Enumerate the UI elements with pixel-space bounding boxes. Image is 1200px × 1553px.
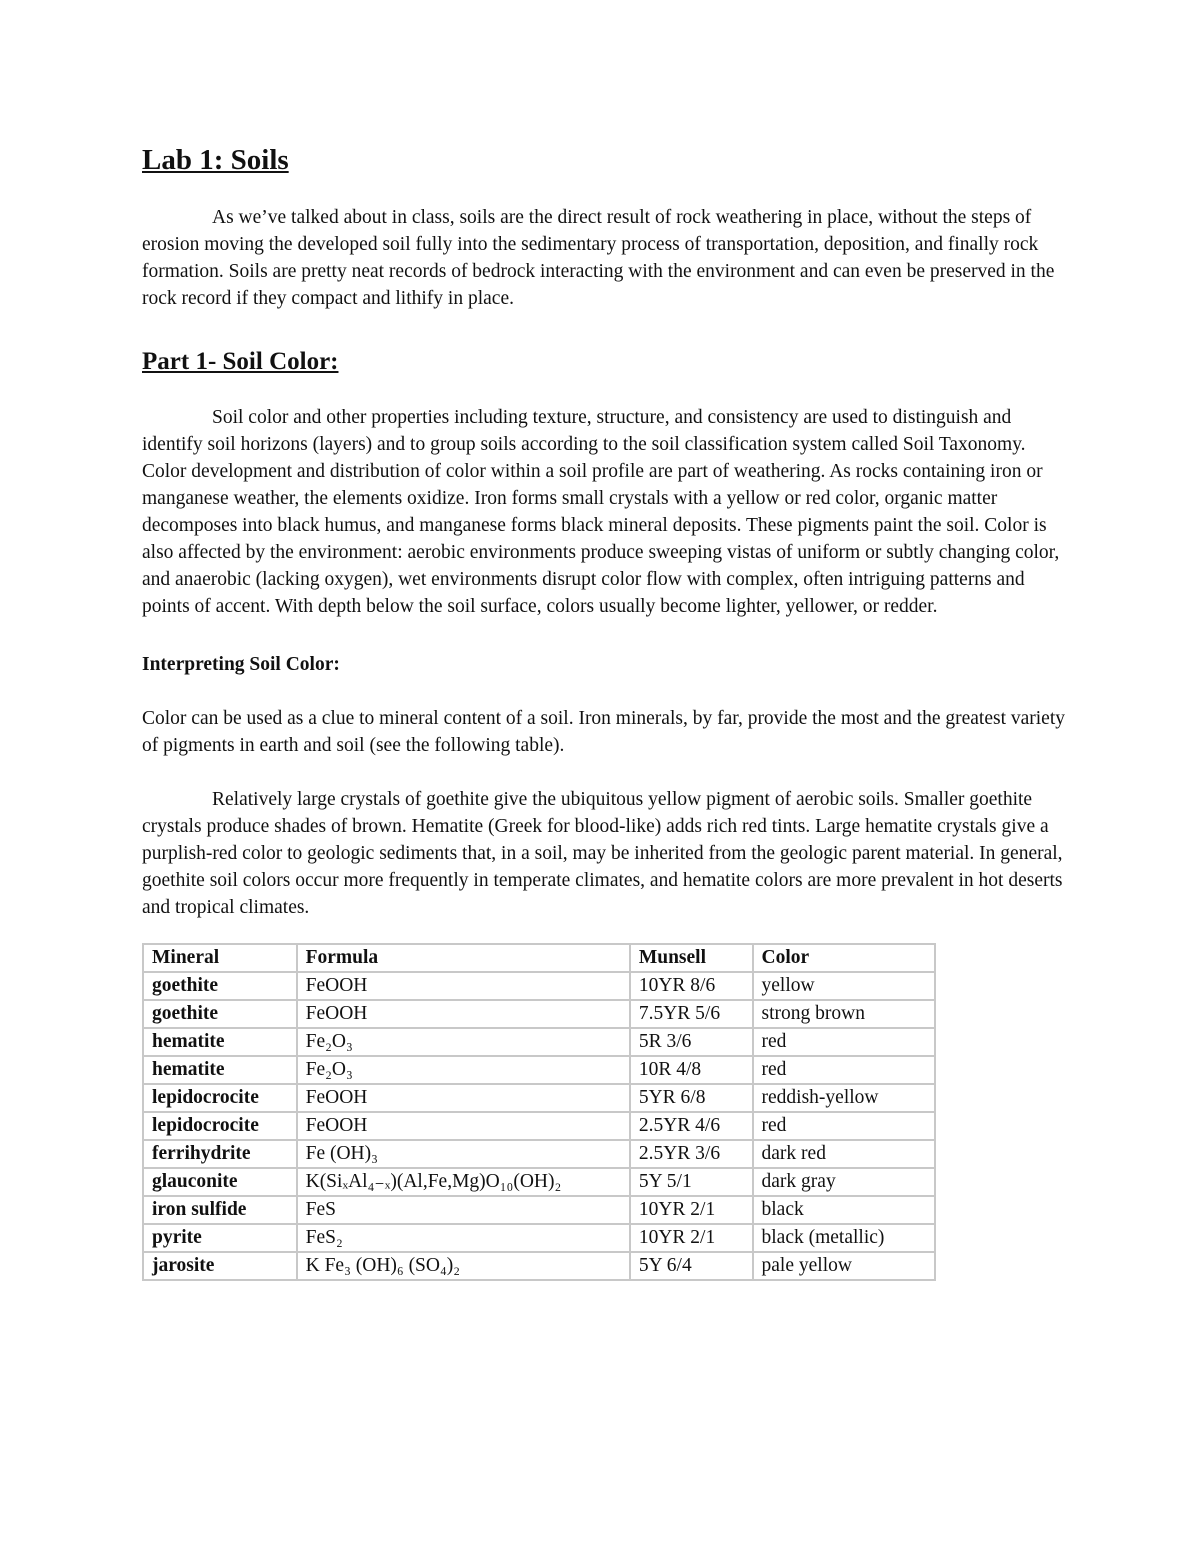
cell-color: red <box>753 1112 935 1140</box>
cell-formula: FeOOH <box>297 1112 630 1140</box>
cell-formula: FeS₂ <box>297 1224 630 1252</box>
mineral-table <box>142 943 936 1281</box>
cell-formula: FeS <box>297 1196 630 1224</box>
cell-color: strong brown <box>753 1000 935 1028</box>
part1-heading: Part 1- Soil Color: <box>142 348 339 375</box>
table-row <box>143 1000 935 1028</box>
cell-formula: K Fe₃ (OH)₆ (SO₄)₂ <box>297 1252 630 1280</box>
cell-mineral: pyrite <box>143 1224 297 1252</box>
cell-munsell: 5Y 6/4 <box>630 1252 753 1280</box>
table-row <box>143 1112 935 1140</box>
cell-formula: Fe (OH)₃ <box>297 1140 630 1168</box>
cell-color: black (metallic) <box>753 1224 935 1252</box>
table-header-row <box>143 944 935 972</box>
cell-mineral: hematite <box>143 1056 297 1084</box>
cell-formula: FeOOH <box>297 972 630 1000</box>
cell-mineral: lepidocrocite <box>143 1112 297 1140</box>
header-formula: Formula <box>297 944 630 972</box>
table-row <box>143 1224 935 1252</box>
cell-munsell: 10YR 2/1 <box>630 1224 753 1252</box>
cell-munsell: 10R 4/8 <box>630 1056 753 1084</box>
cell-munsell: 10YR 8/6 <box>630 972 753 1000</box>
page-title: Lab 1: Soils <box>142 144 289 176</box>
cell-mineral: ferrihydrite <box>143 1140 297 1168</box>
table-row <box>143 1168 935 1196</box>
table-row <box>143 1028 935 1056</box>
interpreting-heading: Interpreting Soil Color: <box>142 654 340 675</box>
cell-mineral: goethite <box>143 1000 297 1028</box>
cell-mineral: jarosite <box>143 1252 297 1280</box>
table-body <box>143 972 935 1280</box>
table-row <box>143 1196 935 1224</box>
cell-color: dark gray <box>753 1168 935 1196</box>
cell-color: red <box>753 1056 935 1084</box>
cell-color: yellow <box>753 972 935 1000</box>
table-row <box>143 1140 935 1168</box>
soil-color-paragraph: Soil color and other properties including texture, structure, and consistency are used to distinguish and identify soil horizons (layers) and to group soils according to the soil classification system called Soil Taxonomy. Color development and distribution of color within a soil profile are part of weathering. As rocks containing iron or manganese weather, the elements oxidize. Iron forms small crystals with a yellow or red color, organic matter decomposes into black humus, and manganese forms black mineral deposits. These pigments paint the soil. Color is also affected by the environment: aerobic environments produce sweeping vistas of uniform or subtly changing color, and anaerobic (lacking oxygen), wet environments disrupt color flow with complex, often intriguing patterns and points of accent. With depth below the soil surface, colors usually become lighter, yellower, or redder. <box>142 407 1060 617</box>
cell-color: red <box>753 1028 935 1056</box>
header-munsell: Munsell <box>630 944 753 972</box>
cell-formula: K(SiₓAl₄₋ₓ)(Al,Fe,Mg)O₁₀(OH)₂ <box>297 1168 630 1196</box>
cell-formula: Fe₂O₃ <box>297 1028 630 1056</box>
goethite-paragraph: Relatively large crystals of goethite give the ubiquitous yellow pigment of aerobic soils. Smaller goethite crystals produce shades of brown. Hematite (Greek for blood-like) adds rich red tints. Large hematite crystals give a purplish-red color to geologic sediments that, in a soil, may be inherited from the geologic parent material. In general, goethite soil colors occur more frequently in temperate climates, and hematite colors are more prevalent in hot deserts and tropical climates. <box>142 789 1063 918</box>
cell-mineral: goethite <box>143 972 297 1000</box>
cell-munsell: 7.5YR 5/6 <box>630 1000 753 1028</box>
header-color: Color <box>753 944 935 972</box>
table-row <box>143 972 935 1000</box>
cell-munsell: 10YR 2/1 <box>630 1196 753 1224</box>
cell-color: reddish-yellow <box>753 1084 935 1112</box>
cell-mineral: glauconite <box>143 1168 297 1196</box>
cell-munsell: 2.5YR 3/6 <box>630 1140 753 1168</box>
cell-munsell: 2.5YR 4/6 <box>630 1112 753 1140</box>
cell-mineral: iron sulfide <box>143 1196 297 1224</box>
cell-color: pale yellow <box>753 1252 935 1280</box>
cell-color: black <box>753 1196 935 1224</box>
cell-mineral: hematite <box>143 1028 297 1056</box>
table-row <box>143 1084 935 1112</box>
cell-mineral: lepidocrocite <box>143 1084 297 1112</box>
table-row <box>143 1252 935 1280</box>
cell-munsell: 5R 3/6 <box>630 1028 753 1056</box>
cell-munsell: 5YR 6/8 <box>630 1084 753 1112</box>
interpreting-paragraph: Color can be used as a clue to mineral content of a soil. Iron minerals, by far, provide the most and the greatest variety of pigments in earth and soil (see the following table). <box>142 708 1066 756</box>
intro-paragraph: As we’ve talked about in class, soils are the direct result of rock weathering in place, without the steps of erosion moving the developed soil fully into the sedimentary process of transportation, deposition, and finally rock formation. Soils are pretty neat records of bedrock interacting with the environment and can even be preserved in the rock record if they compact and lithify in place. <box>142 207 1055 309</box>
cell-formula: FeOOH <box>297 1000 630 1028</box>
cell-color: dark red <box>753 1140 935 1168</box>
header-mineral: Mineral <box>143 944 297 972</box>
table-row <box>143 1056 935 1084</box>
cell-formula: FeOOH <box>297 1084 630 1112</box>
cell-munsell: 5Y 5/1 <box>630 1168 753 1196</box>
document-body <box>142 142 1067 1281</box>
cell-formula: Fe₂O₃ <box>297 1056 630 1084</box>
